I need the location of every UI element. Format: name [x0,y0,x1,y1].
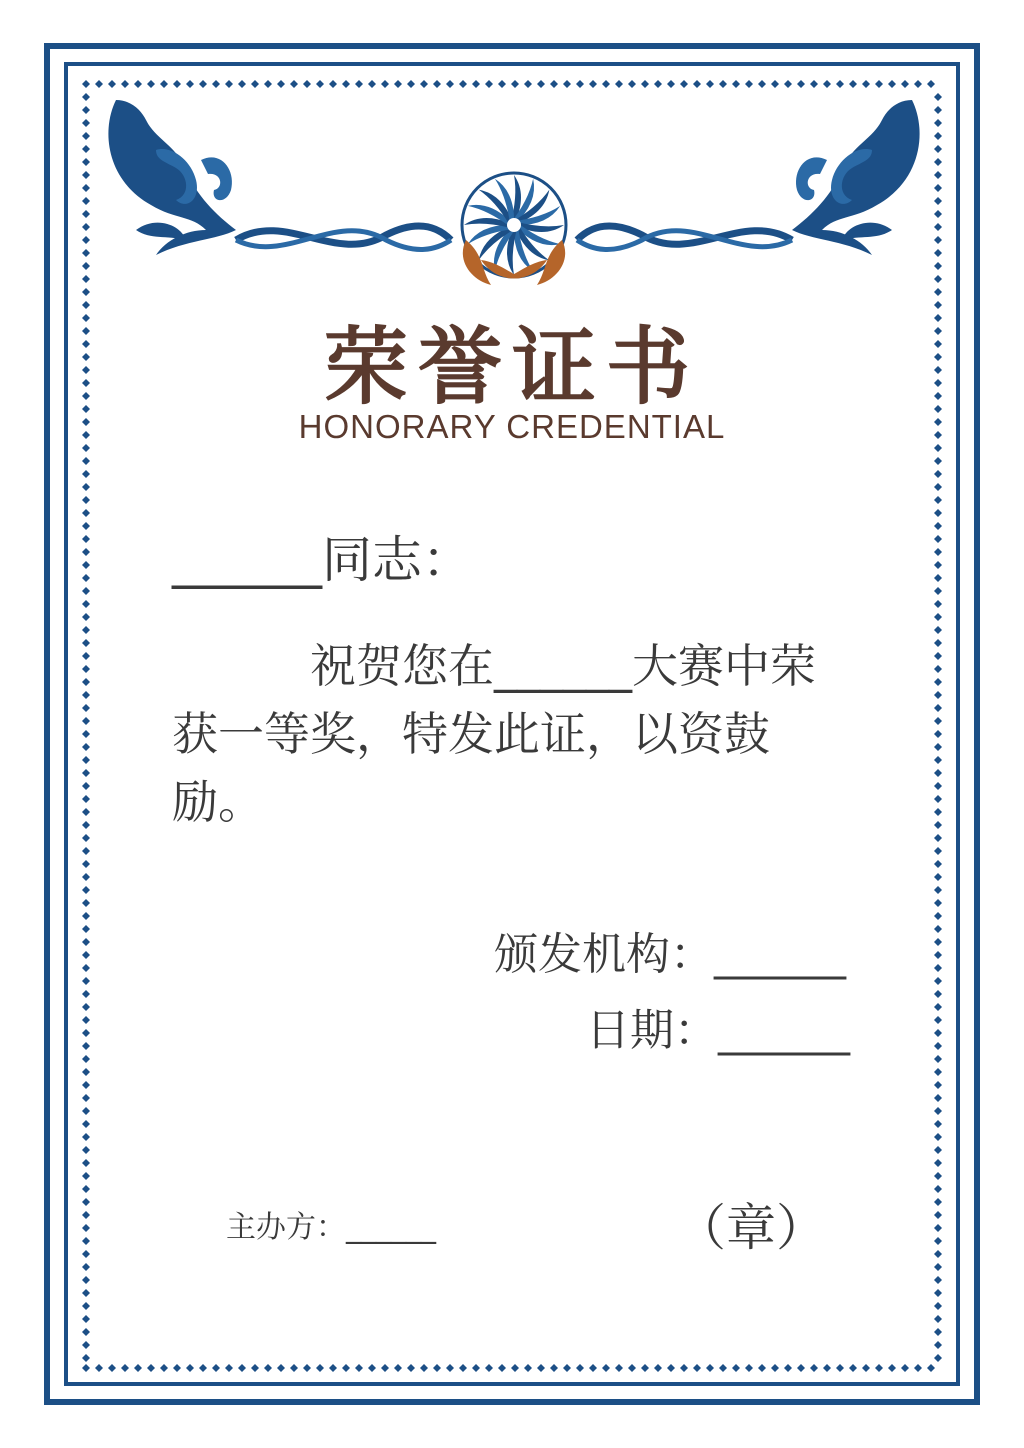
certificate-body: 祝贺您在______大赛中荣获一等奖，特发此证，以资鼓励。 [172,639,816,829]
issuer-line: 颁发机构：______ [494,929,846,980]
right-scroll-icon [792,100,920,255]
seal-placeholder: （章） [676,1199,826,1257]
left-scroll-icon [108,100,236,255]
certificate-subtitle: HONORARY CREDENTIAL [298,408,726,445]
organizer-line: 主办方：______ [226,1210,436,1245]
date-line: 日期：______ [586,1005,850,1056]
certificate-title: 荣誉证书 [323,317,700,416]
recipient-salutation: ______同志： [172,531,472,589]
header-ornament-icon [96,90,932,300]
